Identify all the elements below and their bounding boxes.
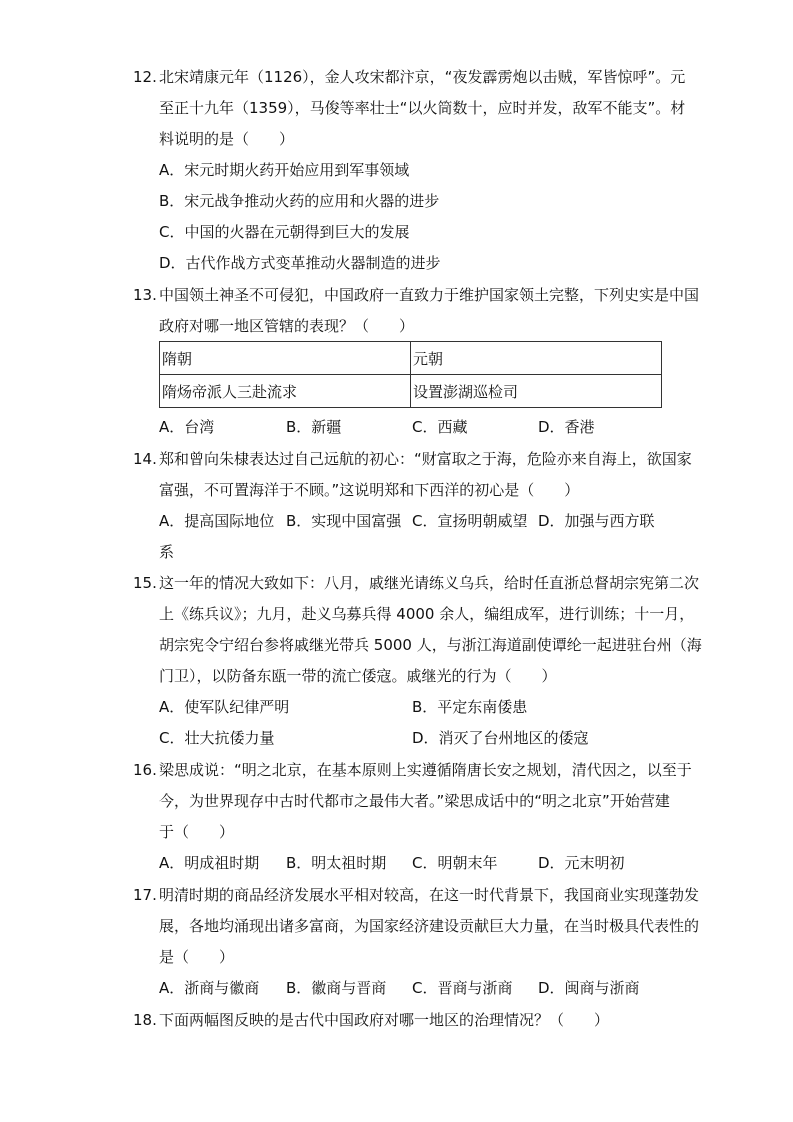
history-table: [159, 341, 662, 408]
option-b: B．宋元战争推动火药的应用和火器的进步: [159, 192, 440, 210]
option-b: B．明太祖时期: [286, 854, 387, 872]
option-b: B．新疆: [286, 418, 342, 436]
question-text-line: 门卫），以防备东瓯一带的流亡倭寇。戚继光的行为（ ）: [159, 667, 557, 685]
option-d: D．消灭了台州地区的倭寇: [412, 729, 589, 747]
table-cell: 隋朝: [160, 342, 411, 375]
option-c: C．晋商与浙商: [412, 979, 513, 997]
question-number: 17.: [133, 886, 157, 904]
question-number: 13.: [133, 286, 157, 304]
table-cell: 元朝: [411, 342, 662, 375]
question-text-line: 明清时期的商品经济发展水平相对较高，在这一时代背景下，我国商业实现蓬勃发: [159, 886, 700, 904]
option-d: D．古代作战方式变革推动火器制造的进步: [159, 254, 441, 272]
question-number: 18.: [133, 1011, 157, 1029]
question-text-line: 是（ ）: [159, 948, 235, 966]
option-d: D．元末明初: [538, 854, 625, 872]
option-b: B．徽商与晋商: [286, 979, 387, 997]
option-c: C．宣扬明朝威望: [412, 512, 528, 530]
question-text-line: 郑和曾向朱棣表达过自己远航的初心：“财富取之于海，危险亦来自海上，欲国家: [159, 450, 692, 468]
option-a: A．台湾: [159, 418, 215, 436]
table-row: [160, 375, 662, 408]
option-a: A．明成祖时期: [159, 854, 260, 872]
question-text-line: 北宋靖康元年（1126），金人攻宋都汴京，“夜发霹雳炮以击贼，军皆惊呼”。元: [159, 68, 686, 86]
question-text-line: 展，各地均涌现出诸多富商，为国家经济建设贡献巨大力量，在当时极具代表性的: [159, 917, 700, 935]
question-text-line: 料说明的是（ ）: [159, 130, 295, 148]
question-text-line: 上《练兵议》；九月，赴义乌募兵得 4000 余人，编组成军，进行训练；十一月，: [159, 605, 695, 623]
option-a: A．使军队纪律严明: [159, 698, 290, 716]
option-d: D．加强与西方联: [538, 512, 655, 530]
question-text-line: 富强，不可置海洋于不顾。”这说明郑和下西洋的初心是（ ）: [159, 481, 580, 499]
option-d: D．闽商与浙商: [538, 979, 640, 997]
question-text-line: 梁思成说：“明之北京，在基本原则上实遵循隋唐长安之规划，清代因之，以至于: [159, 761, 692, 779]
question-text-line: 这一年的情况大致如下：八月，戚继光请练义乌兵，给时任直浙总督胡宗宪第二次: [159, 574, 700, 592]
option-c: C．壮大抗倭力量: [159, 729, 275, 747]
option-d-wrap: 系: [159, 543, 175, 561]
option-d: D．香港: [538, 418, 595, 436]
option-c: C．西藏: [412, 418, 468, 436]
question-text-line: 政府对哪一地区管辖的表现？（ ）: [159, 317, 415, 335]
question-text-line: 于（ ）: [159, 823, 235, 841]
question-number: 15.: [133, 574, 157, 592]
option-c: C．中国的火器在元朝得到巨大的发展: [159, 223, 410, 241]
question-text-line: 胡宗宪令宁绍台参将戚继光带兵 5000 人，与浙江海道副使谭纶一起进驻台州（海: [159, 636, 702, 654]
question-text-line: 下面两幅图反映的是古代中国政府对哪一地区的治理情况？（ ）: [159, 1011, 610, 1029]
option-b: B．平定东南倭患: [412, 698, 528, 716]
table-cell: 隋炀帝派人三赴流求: [160, 375, 411, 408]
question-number: 12.: [133, 68, 157, 86]
question-number: 16.: [133, 761, 157, 779]
option-a: A．浙商与徽商: [159, 979, 260, 997]
option-a: A．提高国际地位: [159, 512, 275, 530]
question-text-line: 中国领土神圣不可侵犯，中国政府一直致力于维护国家领土完整，下列史实是中国: [159, 286, 700, 304]
table-cell: 设置澎湖巡检司: [411, 375, 662, 408]
option-b: B．实现中国富强: [286, 512, 402, 530]
table-row: [160, 342, 662, 375]
question-text-line: 至正十九年（1359），马俊等率壮士“以火筒数十，应时并发，敌军不能支”。材: [159, 99, 686, 117]
question-text-line: 今，为世界现存中古时代都市之最伟大者。”梁思成话中的“明之北京”开始营建: [159, 792, 670, 810]
option-a: A．宋元时期火药开始应用到军事领域: [159, 161, 410, 179]
option-c: C．明朝末年: [412, 854, 498, 872]
question-number: 14.: [133, 450, 157, 468]
